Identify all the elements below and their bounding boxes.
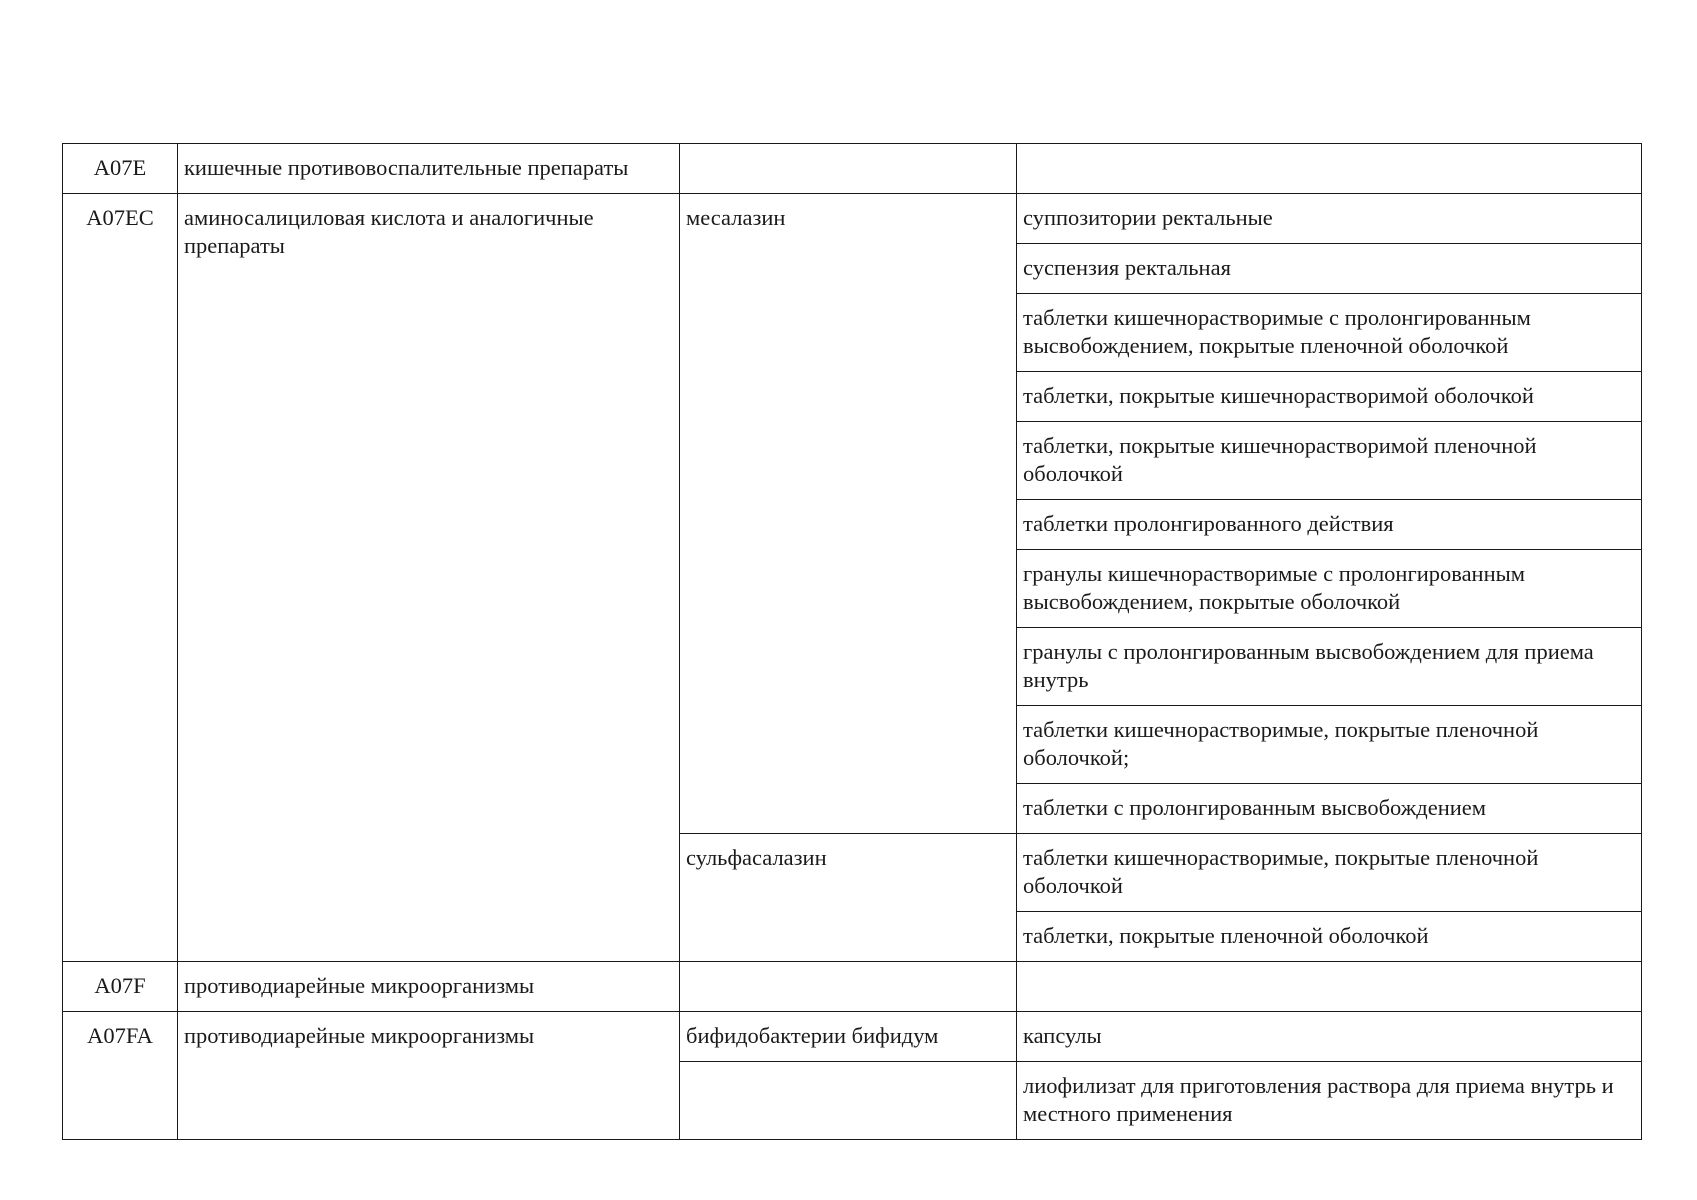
drug-cell	[680, 1062, 1017, 1140]
drug-cell: месалазин	[680, 194, 1017, 834]
table-row	[63, 144, 1642, 194]
atc-code-cell: A07FA	[63, 1012, 178, 1140]
atc-code-cell: A07E	[63, 144, 178, 194]
form-cell: таблетки, покрытые кишечнорастворимой пленочной оболочкой	[1017, 422, 1642, 500]
form-cell: таблетки кишечнорастворимые, покрытые пленочной оболочкой	[1017, 834, 1642, 912]
table-row	[63, 962, 1642, 1012]
form-cell: таблетки кишечнорастворимые, покрытые пленочной оболочкой;	[1017, 706, 1642, 784]
form-cell: гранулы с пролонгированным высвобождением для приема внутрь	[1017, 628, 1642, 706]
form-cell	[1017, 144, 1642, 194]
drug-table	[62, 143, 1642, 1140]
table-row	[63, 194, 1642, 244]
form-cell: суспензия ректальная	[1017, 244, 1642, 294]
form-cell	[1017, 962, 1642, 1012]
form-cell: таблетки, покрытые пленочной оболочкой	[1017, 912, 1642, 962]
form-cell: таблетки кишечнорастворимые с пролонгированным высвобождением, покрытые пленочной оболочкой	[1017, 294, 1642, 372]
group-cell: кишечные противовоспалительные препараты	[178, 144, 680, 194]
form-cell: суппозитории ректальные	[1017, 194, 1642, 244]
atc-code-cell: A07F	[63, 962, 178, 1012]
group-cell: аминосалициловая кислота и аналогичные препараты	[178, 194, 680, 962]
form-cell: капсулы	[1017, 1012, 1642, 1062]
table-row	[63, 1012, 1642, 1062]
drug-cell	[680, 962, 1017, 1012]
drug-cell: сульфасалазин	[680, 834, 1017, 962]
form-cell: таблетки с пролонгированным высвобождением	[1017, 784, 1642, 834]
form-cell: лиофилизат для приготовления раствора для приема внутрь и местного применения	[1017, 1062, 1642, 1140]
group-cell: противодиарейные микроорганизмы	[178, 962, 680, 1012]
form-cell: таблетки пролонгированного действия	[1017, 500, 1642, 550]
group-cell: противодиарейные микроорганизмы	[178, 1012, 680, 1140]
atc-code-cell: A07EC	[63, 194, 178, 962]
drug-cell	[680, 144, 1017, 194]
form-cell: таблетки, покрытые кишечнорастворимой оболочкой	[1017, 372, 1642, 422]
drug-cell: бифидобактерии бифидум	[680, 1012, 1017, 1062]
form-cell: гранулы кишечнорастворимые с пролонгированным высвобождением, покрытые оболочкой	[1017, 550, 1642, 628]
